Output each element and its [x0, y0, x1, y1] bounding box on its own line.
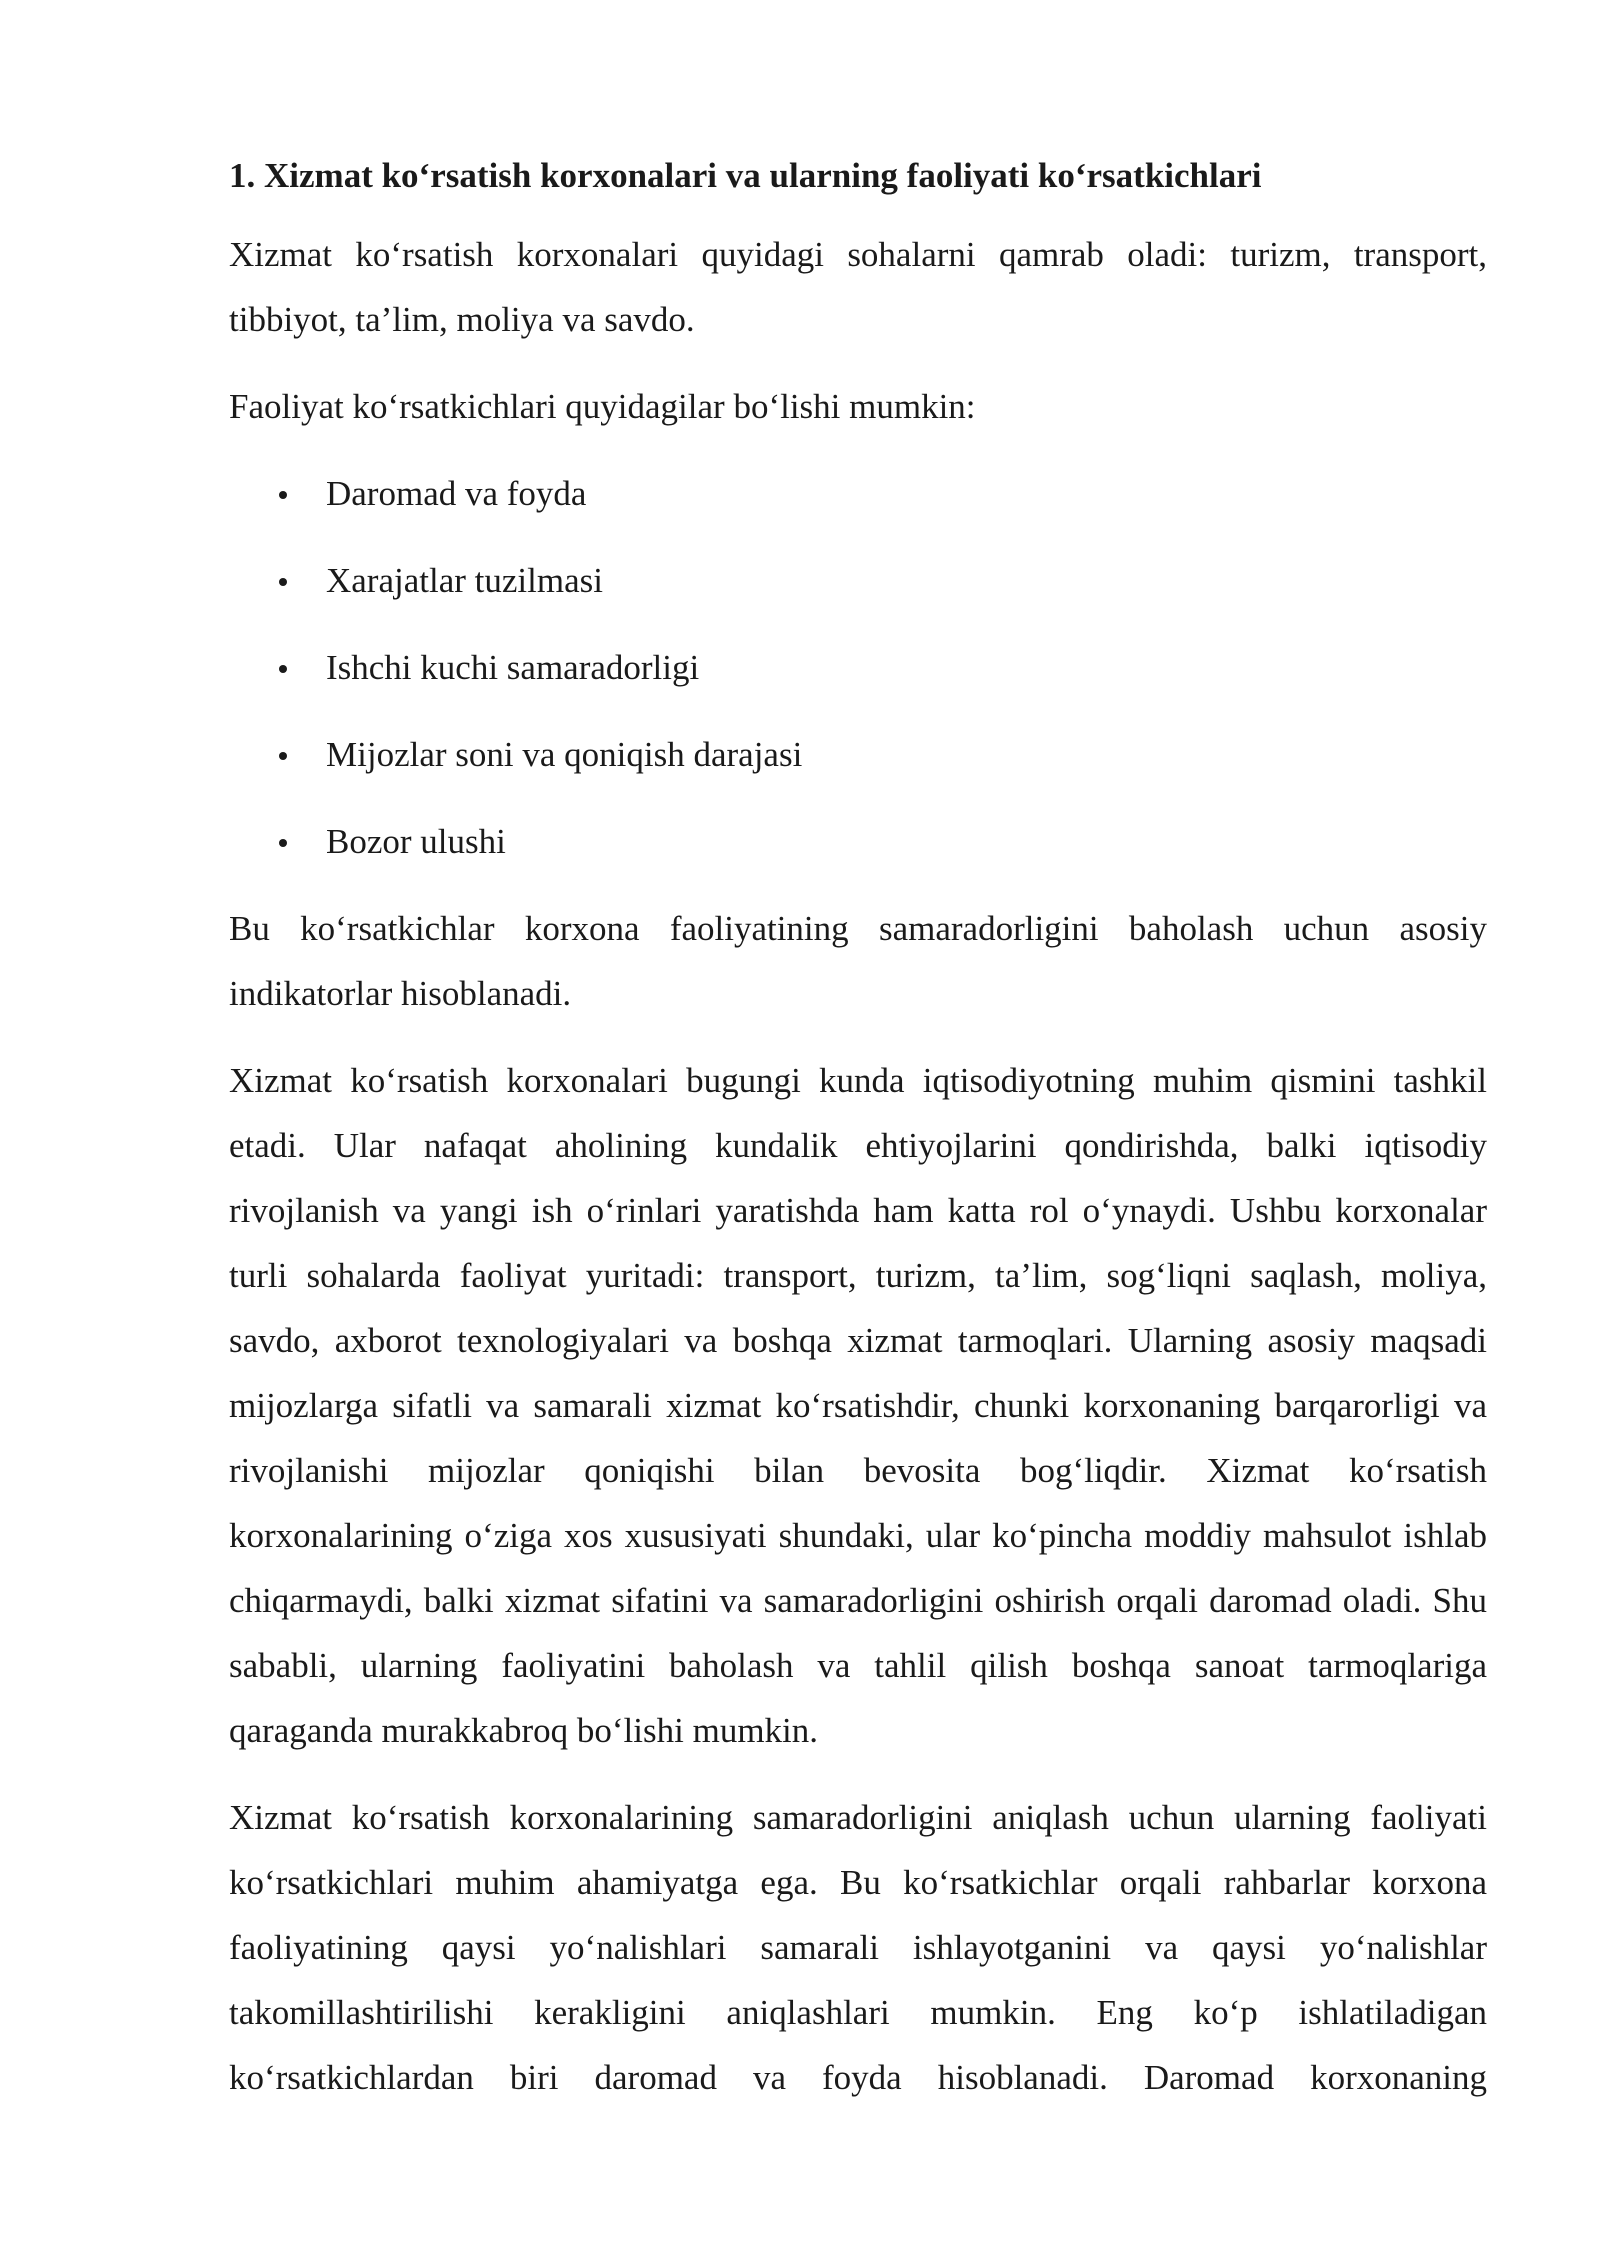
- list-item: [229, 635, 1487, 700]
- list-intro-paragraph: Faoliyat ko‘rsatkichlari quyidagilar bo‘lishi mumkin:: [229, 387, 976, 426]
- body-paragraph-2: Xizmat ko‘rsatish korxonalarining samaradorligini aniqlash uchun ularning faoliyati ko‘rsatkichlari muhim ahamiyatga ega. Bu ko‘rsatkichlar orqali rahbarlar korxona faoliyatining qaysi yo‘nalishlari samarali ishlayotganini va qaysi yo‘nalishlar takomillashtirilishi kerakligini aniqlashlari mumkin. Eng ko‘p ishlatiladigan ko‘rsatkichlardan biri daromad va foyda hisoblanadi. Daromad korxonaning: [229, 1798, 1487, 2097]
- bullet-icon: [279, 665, 287, 673]
- bullet-icon: [279, 839, 287, 847]
- section-heading: 1. Xizmat ko‘rsatish korxonalari va ularning faoliyati ko‘rsatkichlari: [229, 156, 1262, 195]
- indicator-list: [229, 461, 1487, 874]
- list-item-text: Ishchi kuchi samaradorligi: [326, 648, 700, 687]
- list-item-text: Mijozlar soni va qoniqish darajasi: [326, 735, 803, 774]
- list-item-text: Daromad va foyda: [326, 474, 587, 513]
- summary-paragraph: Bu ko‘rsatkichlar korxona faoliyatining samaradorligini baholash uchun asosiy indikatorlar hisoblanadi.: [229, 909, 1487, 1013]
- list-item-text: Xarajatlar tuzilmasi: [326, 561, 603, 600]
- list-item: [229, 722, 1487, 787]
- list-item: [229, 809, 1487, 874]
- list-item: [229, 548, 1487, 613]
- bullet-icon: [279, 578, 287, 586]
- bullet-icon: [279, 752, 287, 760]
- document-page: [229, 150, 1487, 2132]
- list-item: [229, 461, 1487, 526]
- intro-paragraph: Xizmat ko‘rsatish korxonalari quyidagi sohalarni qamrab oladi: turizm, transport, tibbiyot, ta’lim, moliya va savdo.: [229, 235, 1487, 339]
- bullet-icon: [279, 491, 287, 499]
- body-paragraph-1: Xizmat ko‘rsatish korxonalari bugungi kunda iqtisodiyotning muhim qismini tashkil etadi. Ular nafaqat aholining kundalik ehtiyojlarini qondirishda, balki iqtisodiy rivojlanish va yangi ish o‘rinlari yaratishda ham katta rol o‘ynaydi. Ushbu korxonalar turli sohalarda faoliyat yuritadi: transport, turizm, ta’lim, sog‘liqni saqlash, moliya, savdo, axborot texnologiyalari va boshqa xizmat tarmoqlari. Ularning asosiy maqsadi mijozlarga sifatli va samarali xizmat ko‘rsatishdir, chunki korxonaning barqarorligi va rivojlanishi mijozlar qoniqishi bilan bevosita bog‘liqdir. Xizmat ko‘rsatish korxonalarining o‘ziga xos xususiyati shundaki, ular ko‘pincha moddiy mahsulot ishlab chiqarmaydi, balki xizmat sifatini va samaradorligini oshirish orqali daromad oladi. Shu sababli, ularning faoliyatini baholash va tahlil qilish boshqa sanoat tarmoqlariga qaraganda murakkabroq bo‘lishi mumkin.: [229, 1061, 1487, 1750]
- list-item-text: Bozor ulushi: [326, 822, 506, 861]
